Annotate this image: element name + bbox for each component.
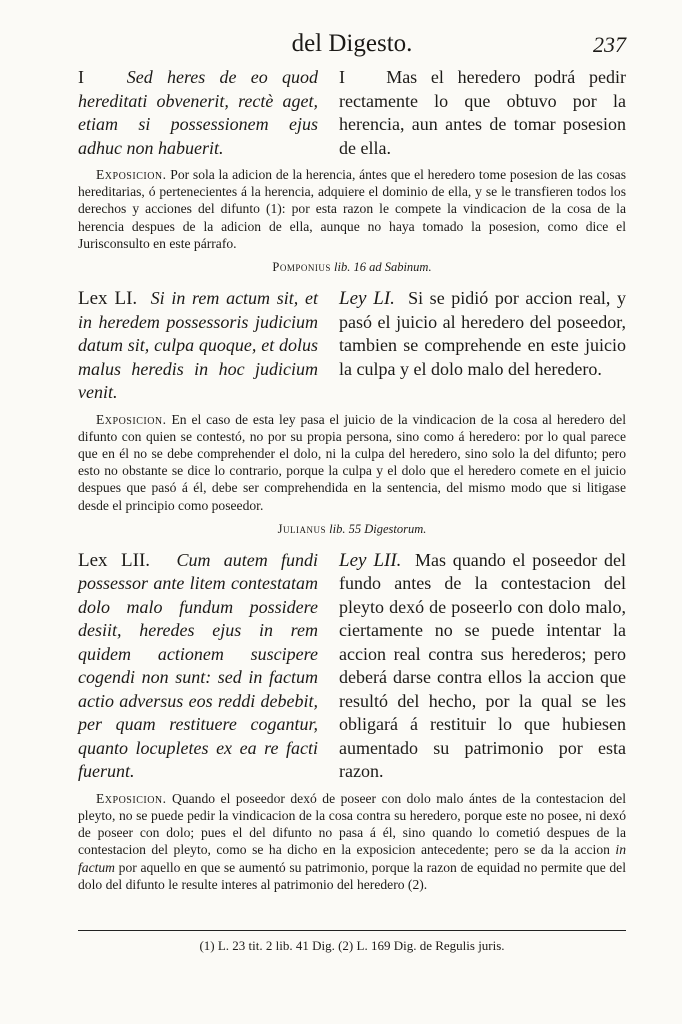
- page-header: [78, 26, 626, 66]
- latin-law-heading: Lex LI.: [78, 288, 138, 310]
- law-50-section-1: [78, 66, 626, 160]
- spanish-law-heading: Ley LII.: [339, 549, 402, 571]
- source-citation: [78, 260, 626, 275]
- exposition-block: [78, 166, 626, 252]
- page-number: 237: [593, 32, 626, 57]
- source-work: lib. 16 ad Sabinum.: [334, 260, 432, 275]
- spanish-paragraph: Si se pidió por accion real, y pasó el juicio al heredero del poseedor, tambien se comprehende en este juicio la culpa y el dolo malo del heredero.: [339, 288, 627, 379]
- exposition-text: Por sola la adicion de la herencia, ántes que el heredero tome posesion de las cosas hereditarias, ó pertenecientes á la herencia, adquiere el dominio de ella, y se le transfieren todos los derechos y acciones del difunto (1): por esta razon le compete la vindicacion de la cosa de la herencia despues de la adicion de ella, aunque no haya tomado la posesion, como dice el Jurisconsulto en este párrafo.: [78, 167, 626, 251]
- spanish-text: [339, 66, 626, 160]
- spanish-text: [339, 549, 626, 784]
- latin-law-heading: Lex LII.: [78, 549, 151, 571]
- source-author: Julianus: [277, 521, 326, 536]
- spanish-paragraph: Mas el heredero podrá pedir rectamente lo que obtuvo por la herencia, aun antes de tomar posesion de ella.: [339, 67, 627, 158]
- latin-paragraph-number: I: [78, 67, 84, 87]
- spanish-text: [339, 287, 626, 405]
- book-page: [78, 26, 626, 893]
- exposition-block: [78, 790, 626, 893]
- spanish-paragraph-number: I: [339, 67, 345, 87]
- exposition-text: En el caso de esta ley pasa el juicio de la vindicacion de la cosa al heredero del difunto con quien se contestó, no por su propia persona, sino como á heredero: por lo qual parece que en él no se debe comprehender el dolo, ni la culpa del heredero, sino solo la del difunto; pero esto no obstante se dice lo contrario, porque la culpa y el dolo que el heredero comete en el juicio despues que pasó á él, debe ser comprehendida en la sentencia, del mismo modo que si litigase desde el principio como poseedor.: [78, 411, 626, 513]
- exposition-text-continued: por aquello en que se aumentó su patrimonio, porque la razon de equidad no permite que del dolo del difunto le resulte interes al patrimonio del heredero (2).: [78, 859, 626, 892]
- exposition-text: Quando el poseedor dexó de poseer con dolo malo ántes de la contestacion del pleyto, no se puede pedir la vindicacion de la cosa contra su heredero, porque este no posee, ni dexó de poseer con dolo; pues el del difunto no pasa á él, sino quando lo cometió despues de la contestacion del pleyto, como se ha dicho en la exposicion antecedente; pero se da la accion: [78, 790, 626, 858]
- spanish-law-heading: Ley LI.: [339, 288, 395, 310]
- exposition-label: Exposicion.: [96, 411, 167, 427]
- source-author: Pomponius: [272, 260, 331, 275]
- latin-text: [78, 287, 318, 405]
- source-work: lib. 55 Digestorum.: [329, 521, 427, 536]
- source-citation: [78, 522, 626, 537]
- exposition-italic-term: in factum: [78, 842, 626, 875]
- spanish-paragraph: Mas quando el poseedor del fundo antes de la contestacion del pleyto dexó de poseerlo con dolo malo, ciertamente no se puede intentar la accion real contra sus herederos; pero deberá darse contra ellos la accion que resultó del hecho, por la qual se les obligará á restituir lo que hubiesen aumentado su patrimonio por esta razon.: [339, 549, 627, 782]
- latin-text: [78, 549, 318, 784]
- latin-paragraph: Sed heres de eo quod hereditati obvenerit, rectè aget, etiam si possessionem ejus adhuc non habuerit.: [78, 67, 318, 158]
- exposition-label: Exposicion.: [96, 167, 167, 182]
- latin-text: [78, 66, 318, 160]
- footnote-rule: [78, 930, 626, 931]
- law-51: [78, 287, 626, 405]
- footnotes: (1) L. 23 tit. 2 lib. 41 Dig. (2) L. 169 Dig. de Regulis juris.: [199, 938, 505, 953]
- exposition-block: [78, 411, 626, 514]
- running-title: del Digesto.: [291, 30, 413, 57]
- law-52: [78, 549, 626, 784]
- latin-paragraph: Cum autem fundi possessor ante litem contestatam dolo malo fundum possidere desiit, heredes ejus in rem quidem actionem suscipere cogendi non sunt: sed in factum actio adversus eos reddi debebit, per quam restituere cogantur, quanto locupletes ex ea re facti fuerunt.: [78, 549, 319, 782]
- latin-paragraph: Si in rem actum sit, et in heredem possessoris judicium datum sit, culpa quoque, et dolus malus heredis in hoc judicium venit.: [78, 288, 318, 403]
- exposition-label: Exposicion.: [96, 790, 167, 806]
